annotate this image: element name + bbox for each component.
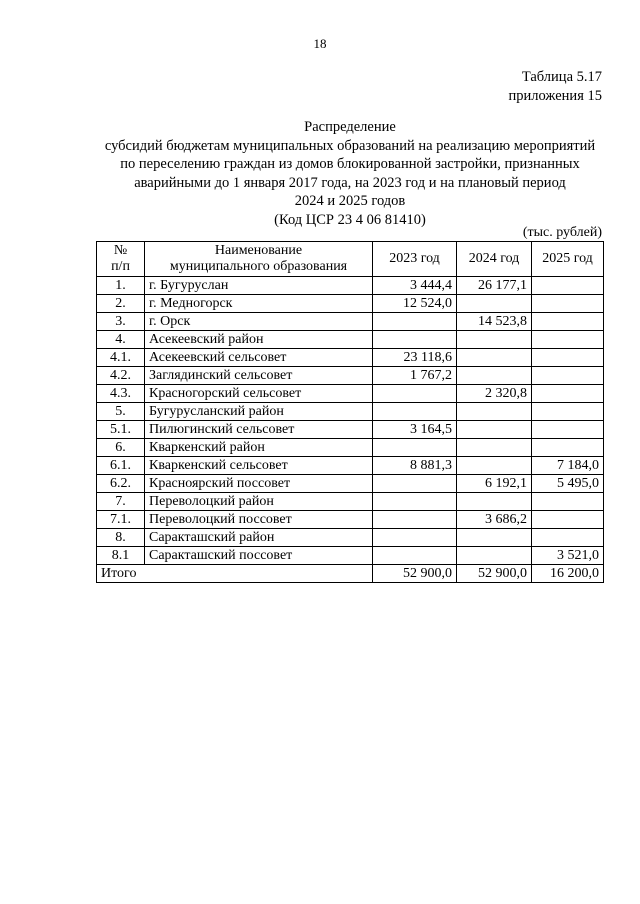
row-2024: 26 177,1 [457,277,532,295]
table-header-row [97,242,604,277]
header-number-line2: п/п [111,259,130,274]
table-row [97,529,604,547]
row-2024 [457,331,532,349]
row-2025 [532,385,604,403]
row-number: 4.3. [97,385,145,403]
row-2023 [373,385,457,403]
table-row [97,295,604,313]
row-number: 5. [97,403,145,421]
table-reference [509,68,602,106]
row-2023 [373,313,457,331]
header-2024: 2024 год [457,242,532,277]
row-2024: 14 523,8 [457,313,532,331]
table-reference-line1: Таблица 5.17 [521,69,602,85]
row-2024 [457,529,532,547]
header-number [97,242,145,277]
table-row [97,331,604,349]
row-name: Заглядинский сельсовет [145,367,373,385]
total-label: Итого [97,565,373,583]
row-2025: 7 184,0 [532,457,604,475]
row-name: Кваркенский район [145,439,373,457]
title-line6: (Код ЦСР 23 4 06 81410) [274,211,426,228]
row-name: Красноярский поссовет [145,475,373,493]
table-row [97,475,604,493]
table-row [97,385,604,403]
units-note: (тыс. рублей) [522,225,602,240]
row-2023: 3 444,4 [373,277,457,295]
table-row [97,349,604,367]
row-number: 8. [97,529,145,547]
row-name: Переволоцкий поссовет [145,511,373,529]
row-2023 [373,331,457,349]
row-name: Асекеевский район [145,331,373,349]
row-2023: 12 524,0 [373,295,457,313]
row-2024 [457,457,532,475]
row-number: 6.2. [97,475,145,493]
row-name: Красногорский сельсовет [145,385,373,403]
header-2023: 2023 год [373,242,457,277]
row-name: Саракташский поссовет [145,547,373,565]
row-2025 [532,277,604,295]
row-name: Кваркенский сельсовет [145,457,373,475]
row-2025 [532,331,604,349]
table-reference-line2: приложения 15 [508,88,602,104]
row-2024: 3 686,2 [457,511,532,529]
row-name: г. Медногорск [145,295,373,313]
title-line5: 2024 и 2025 годов [294,193,406,209]
row-2025 [532,313,604,331]
row-2023 [373,493,457,511]
table-row [97,403,604,421]
header-name [145,242,373,277]
row-number: 4. [97,331,145,349]
row-number: 4.1. [97,349,145,367]
row-2025 [532,295,604,313]
row-2025 [532,439,604,457]
row-2025 [532,493,604,511]
table-row [97,367,604,385]
row-2025: 5 495,0 [532,475,604,493]
header-2025: 2025 год [532,242,604,277]
row-2025: 3 521,0 [532,547,604,565]
table-row [97,277,604,295]
row-2024 [457,421,532,439]
row-number: 5.1. [97,421,145,439]
row-number: 7. [97,493,145,511]
table-row [97,493,604,511]
row-2023 [373,475,457,493]
row-number: 4.2. [97,367,145,385]
row-2024 [457,547,532,565]
row-2025 [532,511,604,529]
row-number: 8.1 [97,547,145,565]
header-name-line2: муниципального образования [169,259,348,274]
title-line3: по переселению граждан из домов блокированной застройки, признанных [120,156,580,172]
title-line1: Распределение [304,119,396,135]
row-name: г. Орск [145,313,373,331]
row-2024 [457,439,532,457]
table-row [97,511,604,529]
row-name: г. Бугуруслан [145,277,373,295]
row-number: 3. [97,313,145,331]
row-2025 [532,349,604,367]
row-2024 [457,295,532,313]
row-name: Пилюгинский сельсовет [145,421,373,439]
row-number: 6.1. [97,457,145,475]
table-row [97,547,604,565]
row-2025 [532,367,604,385]
table-row [97,457,604,475]
total-2023: 52 900,0 [373,565,457,583]
table-row [97,313,604,331]
table-row [97,439,604,457]
row-2023: 3 164,5 [373,421,457,439]
row-name: Саракташский район [145,529,373,547]
subsidy-table [96,241,604,583]
row-2023 [373,547,457,565]
row-name: Асекеевский сельсовет [145,349,373,367]
header-number-line1: № [113,243,128,258]
page-number: 18 [313,36,327,51]
header-name-line1: Наименование [214,243,303,258]
title-line4: аварийными до 1 января 2017 года, на 2023 год и на плановый период [134,174,566,191]
row-2025 [532,529,604,547]
row-2024 [457,367,532,385]
row-2024 [457,493,532,511]
row-2025 [532,403,604,421]
row-2023: 8 881,3 [373,457,457,475]
row-2024 [457,403,532,421]
table-row [97,421,604,439]
row-2023: 23 118,6 [373,349,457,367]
row-2023: 1 767,2 [373,367,457,385]
total-2024: 52 900,0 [457,565,532,583]
title-line2: субсидий бюджетам муниципальных образований на реализацию мероприятий [104,137,596,154]
row-2023 [373,439,457,457]
row-2024: 6 192,1 [457,475,532,493]
row-name: Бугурусланский район [145,403,373,421]
row-number: 7.1. [97,511,145,529]
table-total-row [97,565,604,583]
row-2024: 2 320,8 [457,385,532,403]
row-2023 [373,511,457,529]
row-number: 2. [97,295,145,313]
row-2023 [373,403,457,421]
row-2024 [457,349,532,367]
row-name: Переволоцкий район [145,493,373,511]
row-number: 1. [97,277,145,295]
document-title [70,118,630,229]
row-2023 [373,529,457,547]
total-2025: 16 200,0 [532,565,604,583]
row-2025 [532,421,604,439]
row-number: 6. [97,439,145,457]
